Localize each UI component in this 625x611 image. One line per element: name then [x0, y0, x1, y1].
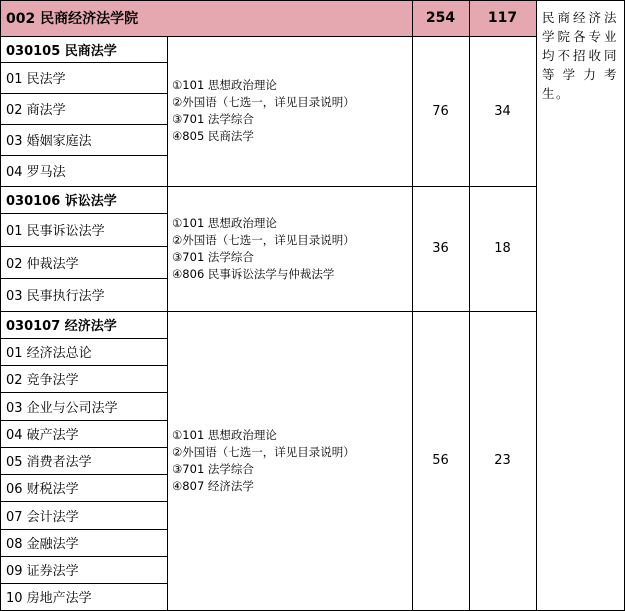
direction-item: 03 民事执行法学: [6, 289, 105, 304]
direction-item: 09 证券法学: [6, 564, 79, 579]
row-line: [0, 420, 168, 421]
row-line: [0, 278, 168, 279]
exam-subject-line: ②外国语（七选一，详见目录说明）: [172, 232, 355, 247]
row-line: [0, 36, 536, 37]
exam-subjects: [168, 36, 412, 186]
college-total-recommended: 117: [487, 10, 518, 26]
row-line: [0, 447, 168, 448]
exam-subject-line: ④805 民商法学: [172, 129, 254, 143]
major-recommended-count: 18: [494, 241, 511, 256]
major-code-name: 030106 诉讼法学: [6, 194, 117, 209]
row-line: [0, 124, 168, 125]
row-line: [0, 186, 536, 187]
exam-subject-line: ③701 法学综合: [172, 461, 254, 476]
row-line: [0, 556, 168, 557]
direction-item: 04 罗马法: [6, 165, 66, 180]
row-line: [0, 311, 536, 312]
major-recommended-count: 34: [494, 103, 511, 119]
direction-item: 01 民事诉讼法学: [6, 224, 105, 239]
column-line: [469, 0, 470, 611]
row-line: [0, 529, 168, 530]
major-plan-count: 56: [432, 453, 449, 468]
row-line: [0, 501, 168, 502]
table-border-left: [0, 0, 1, 611]
exam-subject-line: ①101 思想政治理论: [172, 427, 277, 442]
direction-item: 03 企业与公司法学: [6, 400, 118, 416]
direction-item: 03 婚姻家庭法: [6, 134, 92, 149]
row-line: [0, 583, 168, 584]
exam-subject-line: ①101 思想政治理论: [172, 215, 277, 230]
exam-subject-line: ③701 法学综合: [172, 249, 254, 264]
direction-item: 01 民法学: [6, 72, 66, 87]
row-line: [0, 392, 168, 393]
major-code-name: 030105 民商法学: [6, 43, 117, 59]
direction-item: 02 仲裁法学: [6, 256, 79, 272]
table-border-top: [0, 0, 625, 1]
major-plan-count: 76: [432, 103, 449, 119]
direction-item: 05 消费者法学: [6, 455, 92, 470]
college-total-plan: 254: [425, 10, 456, 26]
direction-item: 02 商法学: [6, 103, 66, 118]
exam-subject-line: ④807 经济法学: [172, 478, 254, 493]
college-name: 002 民商经济法学院: [6, 11, 139, 27]
row-line: [0, 365, 168, 366]
exam-subjects: [168, 186, 412, 311]
exam-subject-line: ③701 法学综合: [172, 112, 254, 126]
admission-note: 民商经济法学院各专业均不招收同等学力考生。: [542, 10, 618, 101]
direction-item: 04 破产法学: [6, 428, 79, 443]
row-line: [0, 474, 168, 475]
column-line: [536, 0, 537, 611]
row-line: [0, 93, 168, 94]
direction-item: 08 金融法学: [6, 537, 79, 552]
major-code-name: 030107 经济法学: [6, 319, 117, 334]
row-line: [0, 246, 168, 247]
direction-item: 10 房地产法学: [6, 591, 92, 606]
row-line: [0, 155, 168, 156]
row-line: [0, 62, 168, 63]
major-plan-count: 36: [432, 241, 449, 256]
exam-subject-line: ④806 民事诉讼法学与仲裁法学: [172, 266, 335, 281]
direction-item: 02 竞争法学: [6, 373, 79, 388]
direction-item: 06 财税法学: [6, 482, 79, 497]
direction-item: 07 会计法学: [6, 509, 79, 525]
major-recommended-count: 23: [494, 453, 511, 468]
row-line: [0, 338, 168, 339]
column-line: [167, 36, 168, 611]
exam-subjects: [168, 311, 412, 610]
column-line: [412, 0, 413, 611]
exam-subject-line: ②外国语（七选一，详见目录说明）: [172, 444, 355, 459]
direction-item: 01 经济法总论: [6, 346, 92, 361]
exam-subject-line: ②外国语（七选一，详见目录说明）: [172, 95, 355, 109]
exam-subject-line: ①101 思想政治理论: [172, 78, 277, 92]
row-line: [0, 213, 168, 214]
